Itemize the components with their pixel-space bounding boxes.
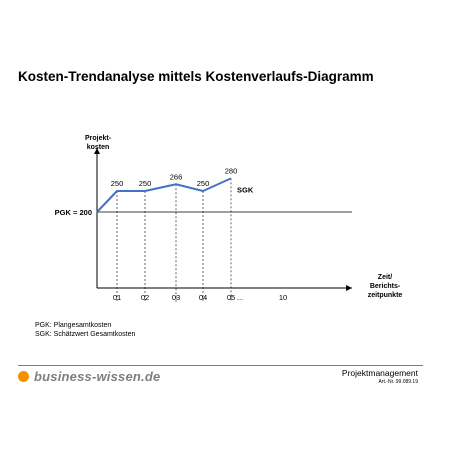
report-dropline-group: [117, 178, 231, 302]
data-label: 250: [110, 179, 124, 188]
x-tick-label: 10: [278, 293, 288, 302]
x-axis-label-line: Zeit/: [377, 274, 393, 281]
y-axis-label-line: kosten: [86, 144, 110, 151]
x-tick-label: 02: [140, 293, 150, 302]
pgk-reference-label: PGK = 200: [54, 208, 92, 217]
footer-article-number: Art.-Nr. 99.089.19: [378, 379, 418, 385]
brand-name: business-wissen.de: [34, 368, 161, 384]
x-tick-label: 04: [198, 293, 208, 302]
footer-divider: [18, 365, 423, 366]
footer-section: Projektmanagement: [341, 368, 418, 378]
page-title: Kosten-Trendanalyse mittels Kostenverlaufs-Diagramm: [18, 69, 374, 84]
sgk-end-label: SGK: [237, 185, 254, 195]
x-axis-arrow-icon: [346, 285, 352, 291]
data-label: 280: [224, 166, 238, 176]
x-axis-label-line: Berichts-: [369, 283, 401, 290]
x-tick-label: 01: [112, 293, 122, 302]
chart-labels: [55, 135, 403, 299]
legend-pgk: PGK: Plangesamtkosten: [35, 322, 112, 329]
x-tick-labels: [113, 293, 287, 302]
x-tick-label: 05: [226, 293, 236, 302]
data-label: 250: [138, 179, 152, 188]
chart-axes: [94, 148, 352, 291]
logo-dot-icon: [18, 371, 29, 382]
x-tick-label: ...: [236, 293, 244, 302]
data-label: 266: [169, 172, 183, 182]
data-label: 250: [196, 179, 210, 188]
x-axis-label-line: zeitpunkte: [367, 292, 403, 299]
x-tick-label: 03: [171, 293, 181, 302]
y-axis-label-line: Projekt-: [84, 135, 112, 142]
legend-sgk: SGK: Schätzwert Gesamtkosten: [35, 331, 136, 338]
brand-logo: [18, 367, 160, 385]
